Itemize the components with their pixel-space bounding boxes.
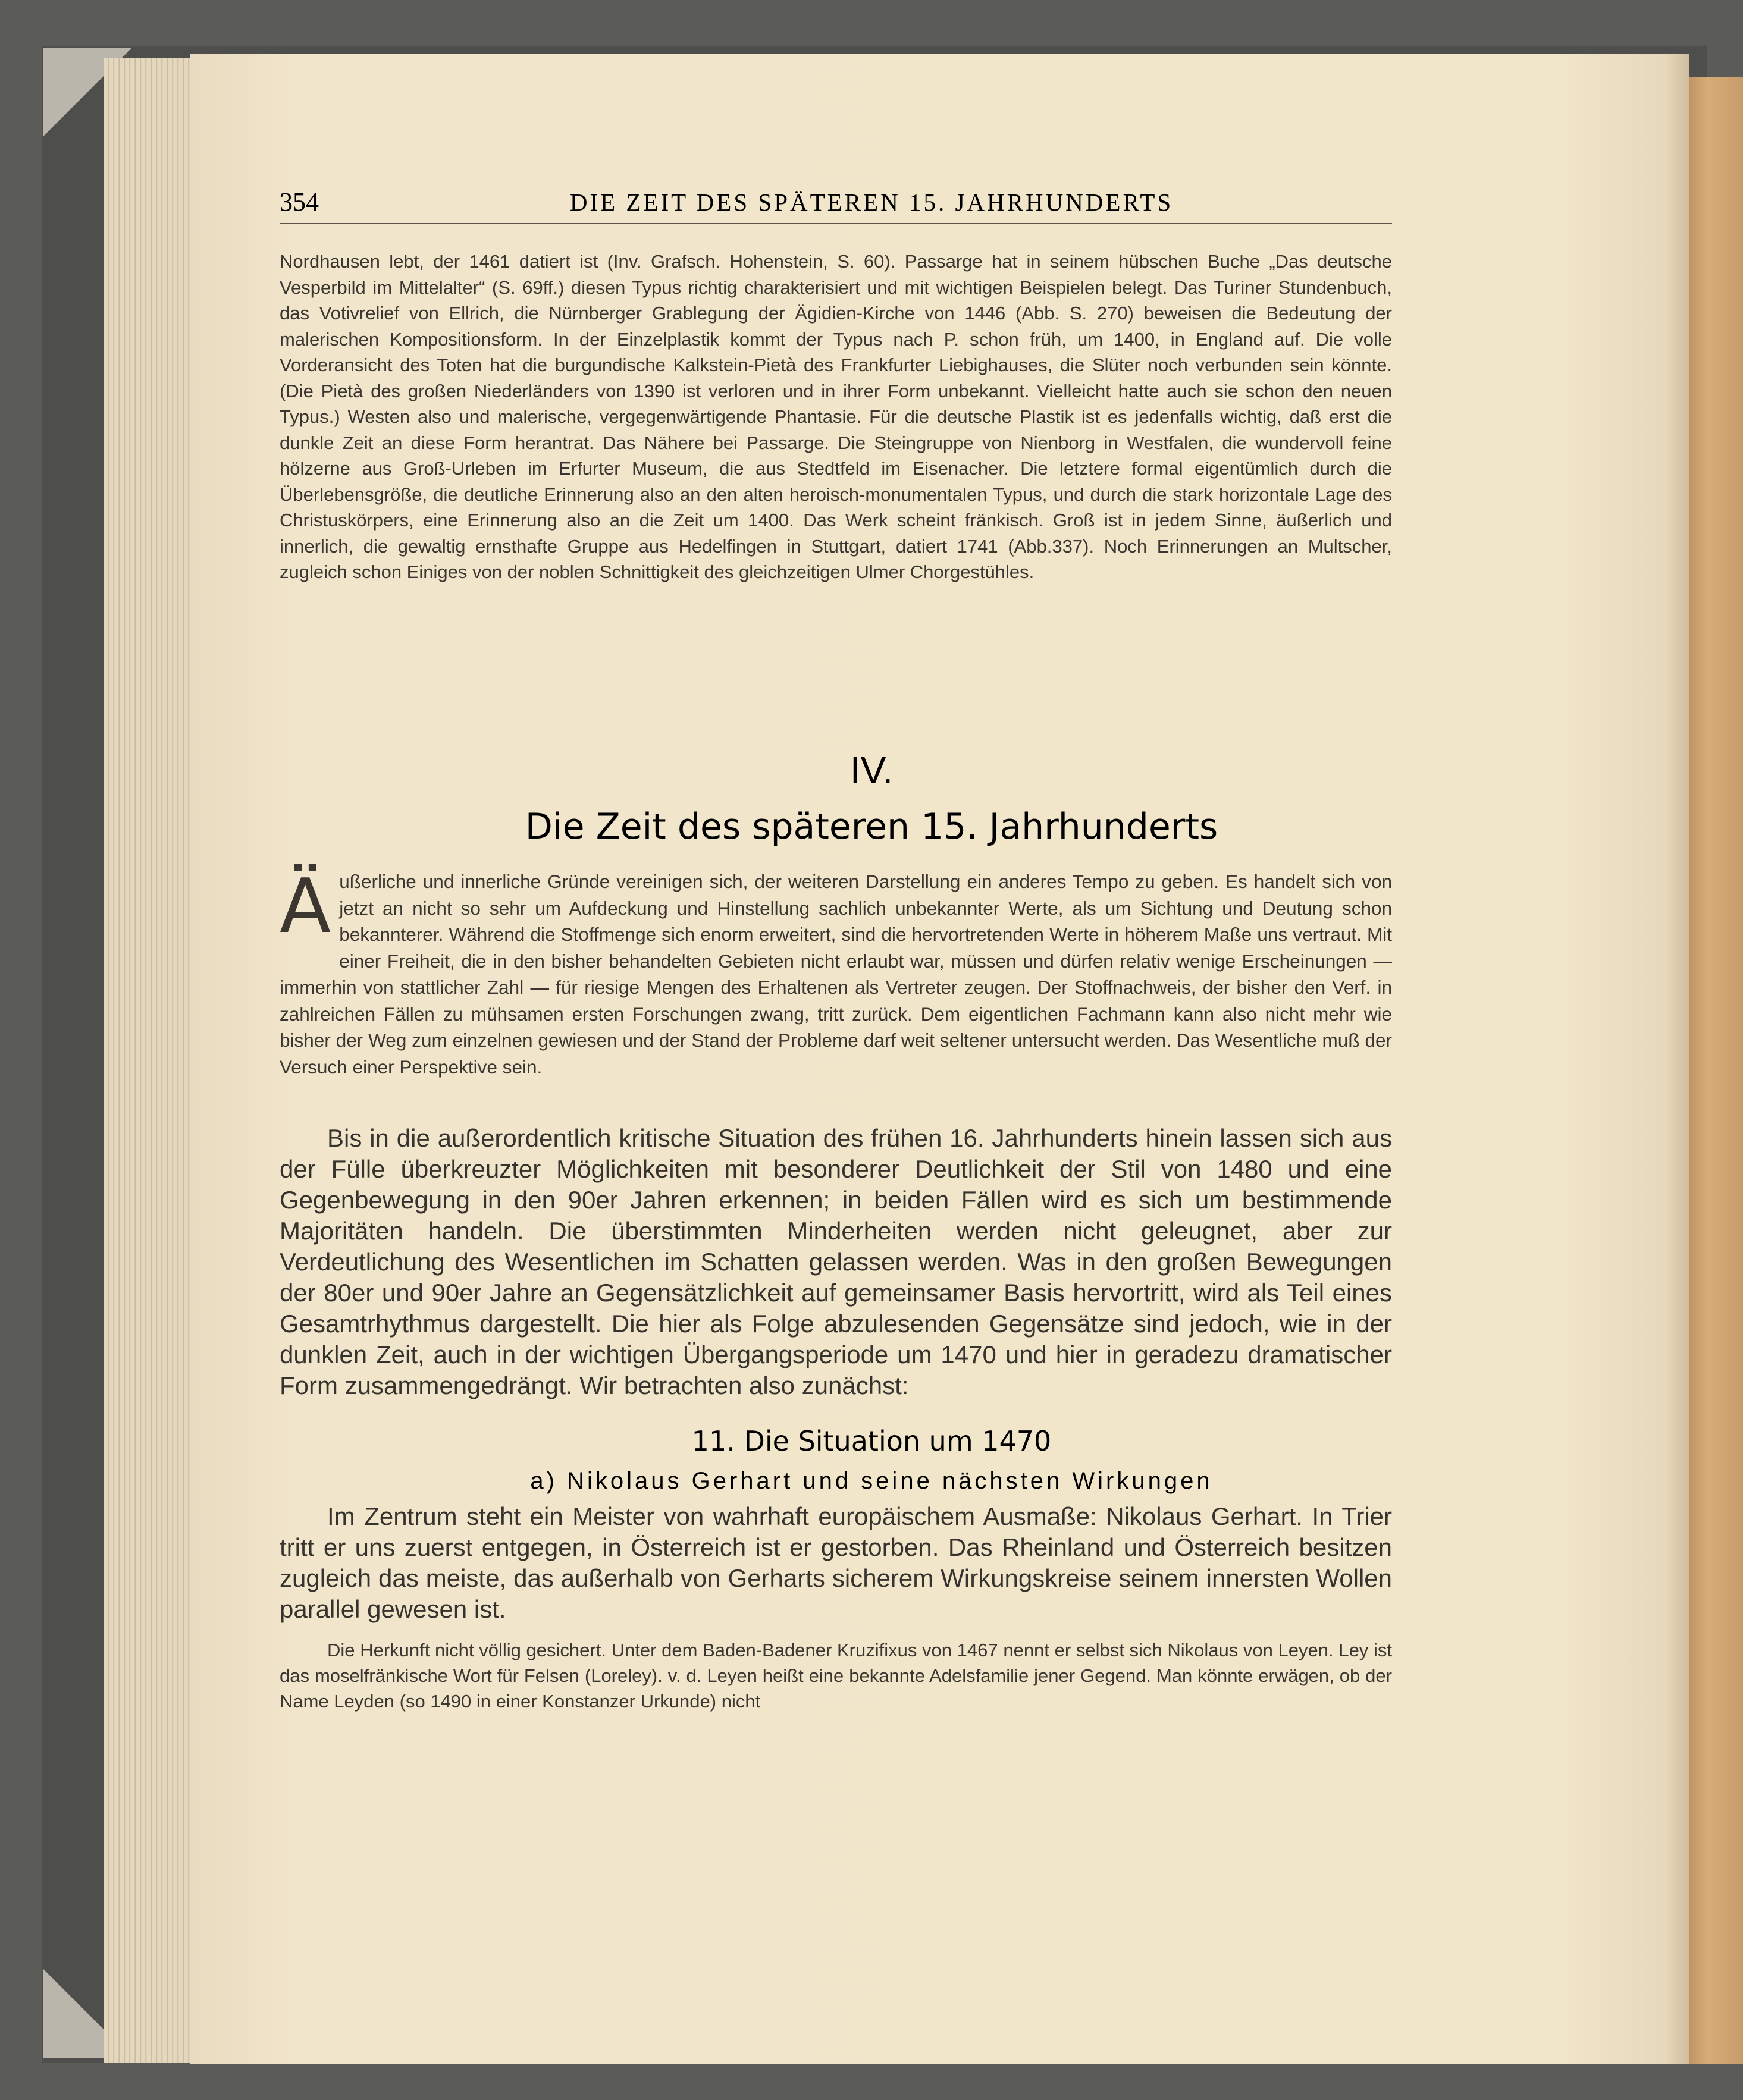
running-title: DIE ZEIT DES SPÄTEREN 15. JAHRHUNDERTS xyxy=(569,189,1174,216)
section-paragraph: Im Zentrum steht ein Meister von wahrhaft europäischem Ausmaße: Nikolaus Gerhart. In Trier tritt er uns zuerst entgegen, in Österreich ist er gestorben. Das Rheinland und Österreich besitzen zugleich das meiste, das außerhalb von Gerharts sicherem Wirkungskreise seinem innersten Wollen parallel gewesen ist. xyxy=(280,1502,1392,1623)
continued-paragraph: Nordhausen lebt, der 1461 datiert ist (Inv. Grafsch. Hohenstein, S. 60). Passarge hat in seinem hübschen Buche „Das deutsche Vesperbild im Mittelalter“ (S. 69ff.) diesen Typus richtig charakterisiert und mit wichtigen Beispielen belegt. Das Turiner Stundenbuch, das Votivrelief von Ellrich, die Nürnberger Grablegung der Ägidien-Kirche von 1446 (Abb. S. 270) beweisen die Bedeutung der malerischen Kompositionsform. In der Einzelplastik kommt der Typus nach P. schon früh, um 1400, in England auf. Die volle Vorderansicht des Toten hat die burgundische Kalkstein-Pietà des Frankfurter Liebighauses, die Slüter noch verbunden sein könnte. (Die Pietà des großen Niederländers von 1390 ist verloren und in ihrer Form unbekannt. Vielleicht hatte auch sie schon den neuen Typus.) Westen also und malerische, vergegenwärtigende Phantasie. Für die deutsche Plastik ist es jedenfalls wichtig, daß erst die dunkle Zeit an diese Form herantrat. Das Nähere bei Passarge. Die Steingruppe von Nienborg in Westfalen, die wundervoll feine hölzerne aus Groß-Urleben im Erfurter Museum, die aus Stedtfeld im Eisenacher. Die letztere formal eigentümlich durch die Überlebensgröße, die deutliche Erinnerung also an den alten heroisch-monumentalen Typus, und durch die stark horizontale Lage des Christuskörpers, eine Erinnerung also an die Zeit um 1400. Das Werk scheint fränkisch. Groß ist in jedem Sinne, äußerlich und innerlich, die gewaltig ernsthafte Gruppe aus Hedelfingen in Stuttgart, datiert 1741 (Abb.337). Noch Erinnerungen an Multscher, zugleich schon Einiges von der noblen Schnittigkeit des gleichzeitigen Ulmer Chorgestühles. xyxy=(280,251,1392,582)
section-subtitle: a) Nikolaus Gerhart und seine nächsten Wirkungen xyxy=(530,1468,1213,1494)
page-number: 354 xyxy=(280,187,319,216)
facing-page-edge xyxy=(1684,77,1743,2064)
intro-text: ußerliche und innerliche Gründe vereinigen sich, der weiteren Darstellung ein anderes Tempo zu geben. Es handelt sich von jetzt an nicht so sehr um Aufdeckung und Hinstellung sachlich unbekannter Werte, als um Sichtung und Deutung schon bekannterer. Während die Stoffmenge sich enorm erweitert, sind die hervortretenden Werte in höherem Maße uns vertraut. Mit einer Freiheit, die in den bisher behandelten Gebieten nicht erlaubt war, müssen und dürfen relativ wenige Erscheinungen — immerhin von stattlicher Zahl — für riesige Mengen des Erhaltenen als Vertreter zeugen. Der Stoffnachweis, der bisher den Verf. in zahlreichen Fällen zu mühsamen ersten Forschungen zwang, tritt zurück. Dem eigentlichen Fachmann kann also nicht mehr wie bisher der Weg zum einzelnen gewiesen und der Stand der Probleme darf weit seltener untersucht werden. Das Wesentliche muß der Versuch einer Perspektive sein. xyxy=(280,871,1392,1078)
chapter-intro xyxy=(280,862,1392,1080)
drop-cap: Ä xyxy=(280,862,331,950)
section-text xyxy=(280,1501,1392,1625)
note-paragraph: Die Herkunft nicht völlig gesichert. Unter dem Baden-Badener Kruzifixus von 1467 nennt er selbst sich Nikolaus von Leyen. Ley ist das moselfränkische Wort für Felsen (Loreley). v. d. Leyen heißt eine bekannte Adelsfamilie jener Gegend. Man könnte erwägen, ob der Name Leyden (so 1490 in einer Konstanzer Urkunde) nicht xyxy=(280,1640,1392,1712)
chapter-number: IV. xyxy=(849,749,894,792)
note-text xyxy=(280,1637,1392,1714)
section-title: 11. Die Situation um 1470 xyxy=(691,1425,1052,1457)
body-text xyxy=(280,1123,1392,1401)
chapter-title: Die Zeit des späteren 15. Jahrhunderts xyxy=(525,806,1218,847)
page-edges xyxy=(104,58,199,2063)
running-header xyxy=(280,181,1392,224)
body-paragraph: Bis in die außerordentlich kritische Situation des frühen 16. Jahrhunderts hinein lassen sich aus der Fülle überkreuzter Möglichkeiten mit besonderer Deutlichkeit der Stil von 1480 und eine Gegenbewegung in den 90er Jahren erkennen; in beiden Fällen wird es sich um bestimmende Majoritäten handeln. Die überstimmten Minderheiten werden nicht geleugnet, aber zur Verdeutlichung des Wesentlichen im Schatten gelassen werden. Was in den großen Bewegungen der 80er und 90er Jahre an Gegensätzlichkeit auf gemeinsamer Basis hervortritt, wird als Teil eines Gesamtrhythmus dargestellt. Die hier als Folge abzulesenden Gegensätze sind jedoch, wie in der dunklen Zeit, auch in der wichtigen Übergangsperiode um 1470 und hier in geradezu dramatischer Form zusammengedrängt. Wir betrachten also zunächst: xyxy=(280,1124,1392,1399)
